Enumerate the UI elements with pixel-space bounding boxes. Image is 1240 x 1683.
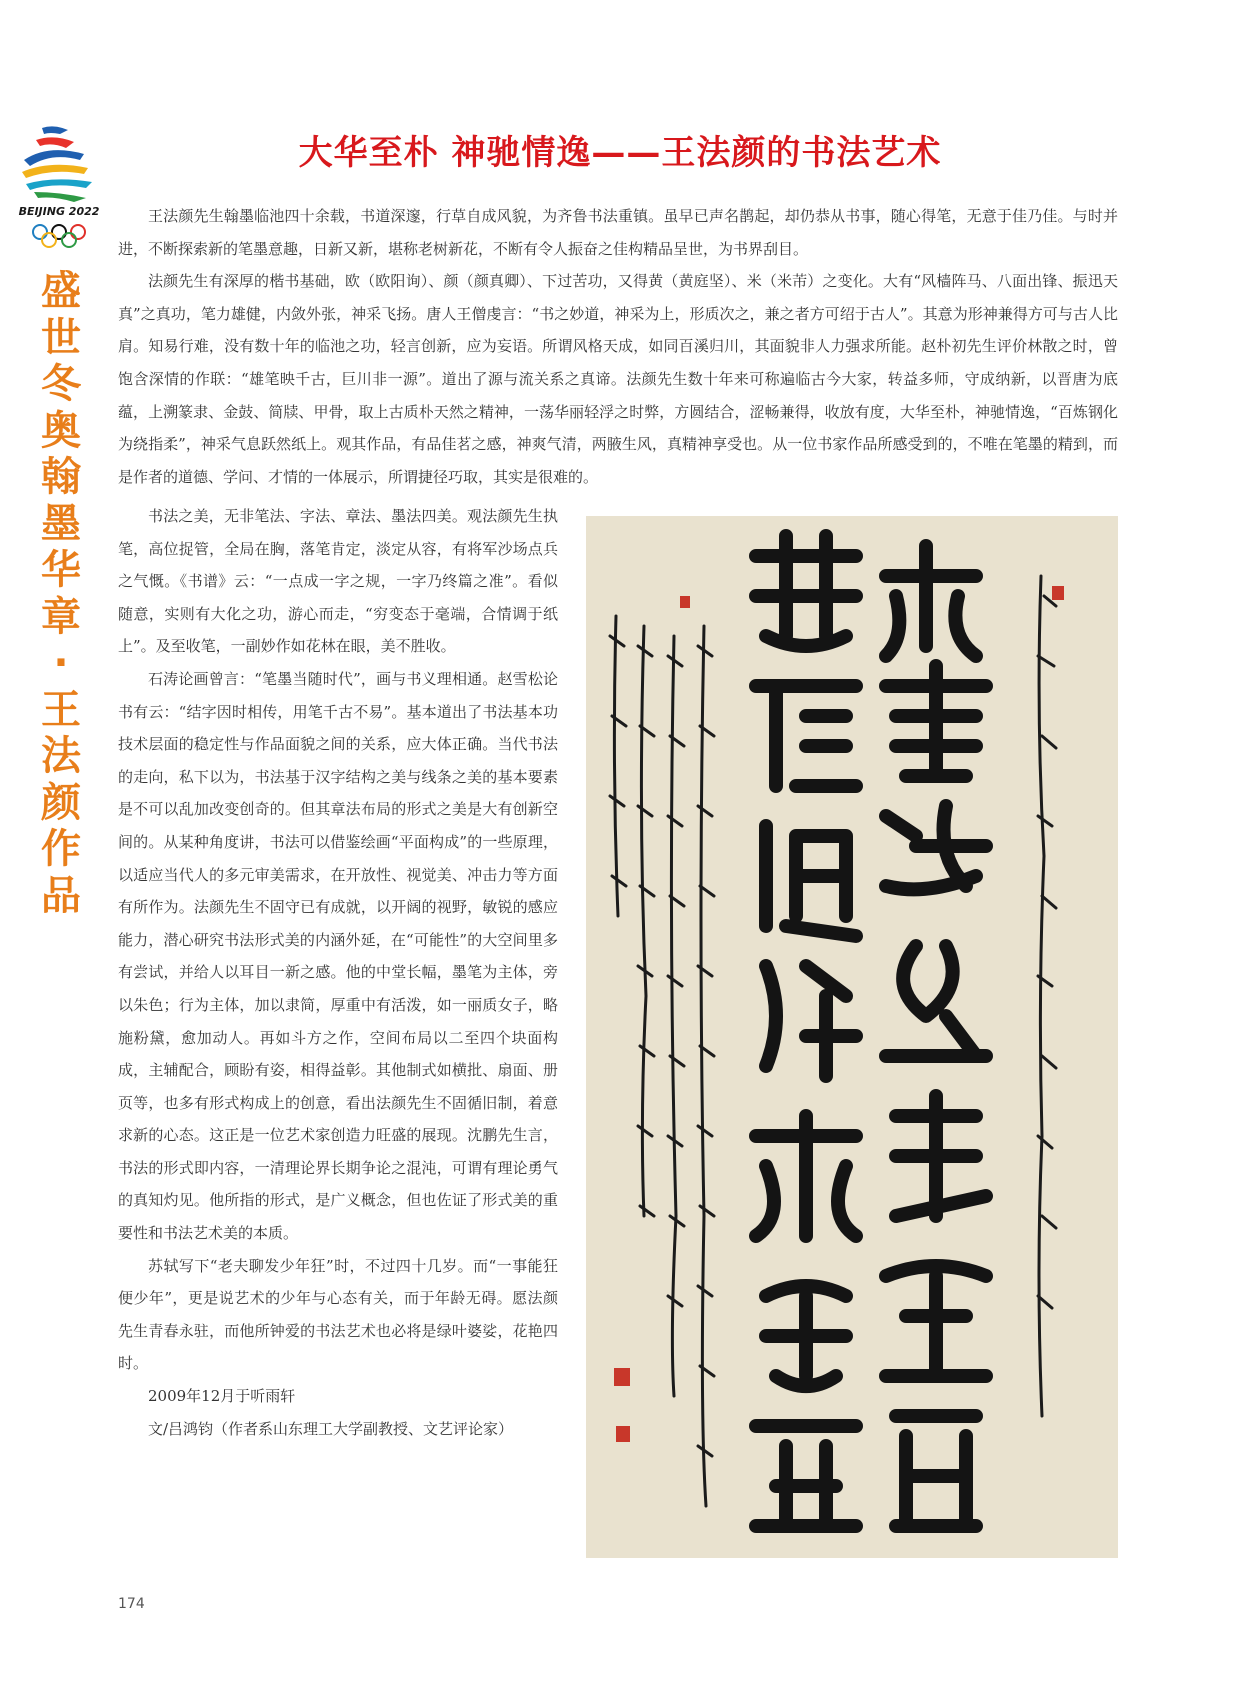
side-title-char: 作 (41, 826, 81, 872)
side-title-char: · (53, 640, 69, 686)
paragraph: 石涛论画曾言：“笔墨当随时代”，画与书义理相通。赵雪松论书有云：“结字因时相传，用笔千古不易”。基本道出了书法基本功技术层面的稳定性与作品面貌之间的关系，应大体正确。当代书法的走向，私下以为，书法基于汉字结构之美与线条之美的基本要素是不可以乱加改变创奇的。但其章法布局的形式之美是大有创新空间的。从某种角度讲，书法可以借鉴绘画“平面构成”的一些原理，以适应当代人的多元审美需求，在开放性、视觉美、冲击力等方面有所作为。法颜先生不固守已有成就，以开阔的视野，敏锐的感应能力，潜心研究书法形式美的内涵外延，在“可能性”的大空间里多有尝试，并给人以耳目一新之感。他的中堂长幅，墨笔为主体，旁以朱色；行为主体，加以隶简，厚重中有活泼，如一丽质女子，略施粉黛，愈加动人。再如斗方之作，空间布局以二至四个块面构成，主辅配合，顾盼有姿，相得益彰。其他制式如横批、扇面、册页等，也多有形式构成上的创意，看出法颜先生不固循旧制，着意求新的心态。这正是一位艺术家创造力旺盛的展现。沈鹏先生言，书法的形式即内容，一清理论界长期争论之混沌，可谓有理论勇气的真知灼见。他所指的形式，是广义概念，但也佐证了形式美的重要性和书法艺术美的本质。 (118, 669, 558, 1243)
side-title-char: 章 (41, 593, 81, 640)
page-number: 174 (118, 1596, 145, 1612)
seal-stamp (680, 596, 690, 608)
paragraph: 法颜先生有深厚的楷书基础，欧（欧阳询）、颜（颜真卿）、下过苦功，又得黄（黄庭坚）、米（米芾）之变化。大有“风樯阵马、八面出锋、振迅天真”之真功，笔力雄健，内敛外张，神采飞扬。唐人王僧虔言：“书之妙道，神采为上，形质次之，兼之者方可绍于古人”。其意为形神兼得方可与古人比肩。知易行难，没有数十年的临池之功，轻言创新，应为妄语。所谓风格天成，如同百溪归川，其面貌非人力强求所能。赵朴初先生评价林散之时，曾饱含深情的作联：“雄笔映千古，巨川非一源”。道出了源与流关系之真谛。法颜先生数十年来可称遍临古今大家，转益多师，守成纳新，以晋唐为底蕴，上溯篆隶、金鼓、简牍、甲骨，取上古质朴天然之精神，一荡华丽轻浮之时弊，方圆结合，涩畅兼得，收放有度，大华至朴，神驰情逸，“百炼钢化为绕指柔”，神采气息跃然纸上。观其作品，有品佳茗之感，神爽气清，两腋生风，真精神享受也。从一位书家作品所感受到的，不唯在笔墨的精到，而是作者的道德、学问、才情的一体展示，所谓捷径巧取，其实是很难的。 (118, 272, 1118, 486)
side-title-char: 奥 (41, 407, 81, 454)
side-title-char: 王 (41, 686, 81, 733)
beijing-2022-logo (14, 120, 104, 260)
calligraphy-artwork (586, 516, 1118, 1558)
side-title-char: 世 (41, 314, 81, 361)
date-line: 2009年12月于听雨轩 (148, 1387, 296, 1406)
side-title-char: 品 (41, 872, 81, 919)
winter-olympics-emblem-icon (14, 120, 104, 260)
seal-stamp (616, 1426, 630, 1442)
side-title (36, 268, 86, 919)
seal-stamp (614, 1368, 630, 1386)
paragraph: 王法颜先生翰墨临池四十余载，书道深邃，行草自成风貌，为齐鲁书法重镇。虽早已声名鹊起，却仍恭从书事，随心得笔，无意于佳乃佳。与时并进，不断探索新的笔墨意趣，日新又新，堪称老树新花，不断有令人振奋之佳构精品呈世，为书界刮目。 (118, 207, 1118, 258)
side-title-char: 法 (41, 733, 81, 779)
author-line: 文/吕鸿钧（作者系山东理工大学副教授、文艺评论家） (148, 1419, 514, 1438)
side-title-char: 颜 (41, 779, 81, 826)
article-title: 大华至朴 神驰情逸——王法颜的书法艺术 (298, 133, 942, 173)
side-title-char: 盛 (41, 268, 81, 314)
logo-text: BEIJING 2022 (18, 205, 100, 218)
side-title-char: 冬 (41, 361, 81, 407)
calligraphy-image (586, 516, 1118, 1558)
paragraph: 书法之美，无非笔法、字法、章法、墨法四美。观法颜先生执笔，高位捉管，全局在胸，落笔肯定，淡定从容，有将军沙场点兵之气慨。《书谱》云：“一点成一字之规，一字乃终篇之准”。看似随意，实则有大化之功，游心而走，“穷变态于毫端，合情调于纸上”。及至收笔，一副妙作如花林在眼，美不胜收。 (118, 507, 558, 656)
article-body-column (118, 500, 558, 1445)
side-title-char: 华 (41, 547, 81, 593)
side-title-char: 翰 (41, 454, 81, 500)
article-body-full (118, 200, 1118, 493)
paragraph: 苏轼写下“老夫聊发少年狂”时，不过四十几岁。而“一事能狂便少年”，更是说艺术的少年与心态有关，而于年龄无碍。愿法颜先生青春永驻，而他所钟爱的书法艺术也必将是绿叶婆娑，花艳四时。 (118, 1256, 558, 1373)
seal-stamp (1052, 586, 1064, 600)
side-title-char: 墨 (41, 500, 81, 547)
